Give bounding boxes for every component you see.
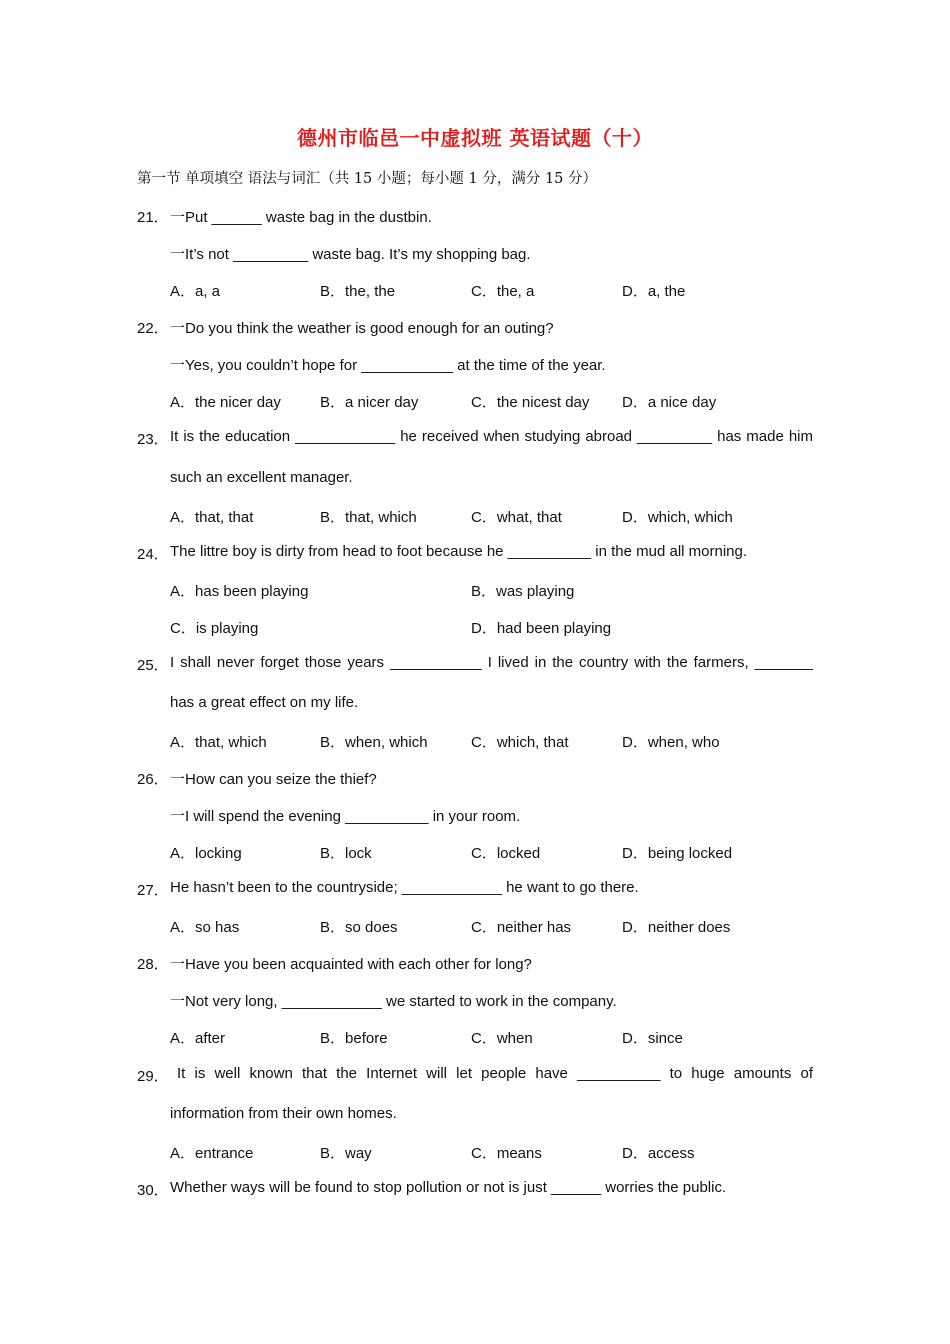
option-c: C．what, that [471, 509, 562, 526]
option-b: B．lock [320, 845, 372, 862]
question-line: The littre boy is dirty from head to foot because he __________ in the mud all morning. [170, 543, 748, 560]
option-b: B．that, which [320, 509, 417, 526]
option-c: C．means [471, 1145, 542, 1162]
option-d: D．being locked [622, 845, 733, 862]
question-line: has a great effect on my life. [170, 694, 359, 711]
question-number: 26． [137, 771, 169, 788]
question-line: such an excellent manager. [170, 469, 353, 486]
option-d: D．a, the [622, 283, 686, 300]
question-number: 29． [137, 1068, 169, 1085]
option-b: B．when, which [320, 734, 428, 751]
option-a: A．a, a [170, 283, 221, 300]
section-heading: 第一节 单项填空 语法与词汇（共 15 小题；每小题 1 分，满分 15 分） [137, 171, 597, 187]
question-line: information from their own homes. [170, 1105, 397, 1122]
question-number: 24． [137, 546, 169, 563]
option-c: C．the nicest day [471, 394, 590, 411]
option-a: A．that, which [170, 734, 267, 751]
question-number: 28． [137, 956, 169, 973]
option-b: B．a nicer day [320, 394, 419, 411]
page-title: 德州市临邑一中虚拟班 英语试题（十） [297, 126, 653, 150]
option-a: A．locking [170, 845, 242, 862]
question-line: 一Not very long, ____________ we started to work in the company. [170, 993, 617, 1010]
question-line: 一Put ______ waste bag in the dustbin. [170, 209, 432, 226]
option-b: B．the, the [320, 283, 396, 300]
question-number: 22． [137, 320, 169, 337]
option-c: C．which, that [471, 734, 569, 751]
option-a: A．so has [170, 919, 240, 936]
question-number: 25． [137, 657, 169, 674]
option-d: D．a nice day [622, 394, 717, 411]
question-line: It is the education ____________ he received when studying abroad _________ has made him [170, 428, 813, 445]
question-line: 一Do you think the weather is good enough for an outing? [170, 320, 554, 337]
option-d: D．access [622, 1145, 695, 1162]
option-c: C．locked [471, 845, 541, 862]
option-b: B．was playing [471, 583, 575, 600]
question-number: 30． [137, 1182, 169, 1199]
option-a: A．that, that [170, 509, 254, 526]
question-number: 23． [137, 431, 169, 448]
option-a: A．the nicer day [170, 394, 281, 411]
option-c: C．neither has [471, 919, 572, 936]
question-line: 一Have you been acquainted with each other for long? [170, 956, 532, 973]
option-a: A．entrance [170, 1145, 254, 1162]
option-b: B．so does [320, 919, 398, 936]
question-line: 一It’s not _________ waste bag. It’s my shopping bag. [170, 246, 531, 263]
option-a: A．has been playing [170, 583, 309, 600]
option-d: D．which, which [622, 509, 733, 526]
option-c: C．when [471, 1030, 533, 1047]
option-c: C．the, a [471, 283, 535, 300]
option-c: C．is playing [170, 620, 259, 637]
question-line: Whether ways will be found to stop pollution or not is just ______ worries the public. [170, 1179, 727, 1196]
question-number: 27． [137, 882, 169, 899]
question-line: 一Yes, you couldn’t hope for ___________ at the time of the year. [170, 357, 606, 374]
question-line: I shall never forget those years ___________ I lived in the country with the farmers, _______ [170, 654, 813, 671]
question-number: 21． [137, 209, 169, 226]
option-d: D．since [622, 1030, 683, 1047]
option-a: A．after [170, 1030, 226, 1047]
question-line: It is well known that the Internet will let people have __________ to huge amounts of [177, 1065, 813, 1082]
option-d: D．had been playing [471, 620, 612, 637]
option-b: B．before [320, 1030, 388, 1047]
option-b: B．way [320, 1145, 372, 1162]
option-d: D．neither does [622, 919, 731, 936]
question-line: 一How can you seize the thief? [170, 771, 377, 788]
question-line: He hasn’t been to the countryside; ____________ he want to go there. [170, 879, 639, 896]
option-d: D．when, who [622, 734, 720, 751]
question-line: 一I will spend the evening __________ in your room. [170, 808, 521, 825]
